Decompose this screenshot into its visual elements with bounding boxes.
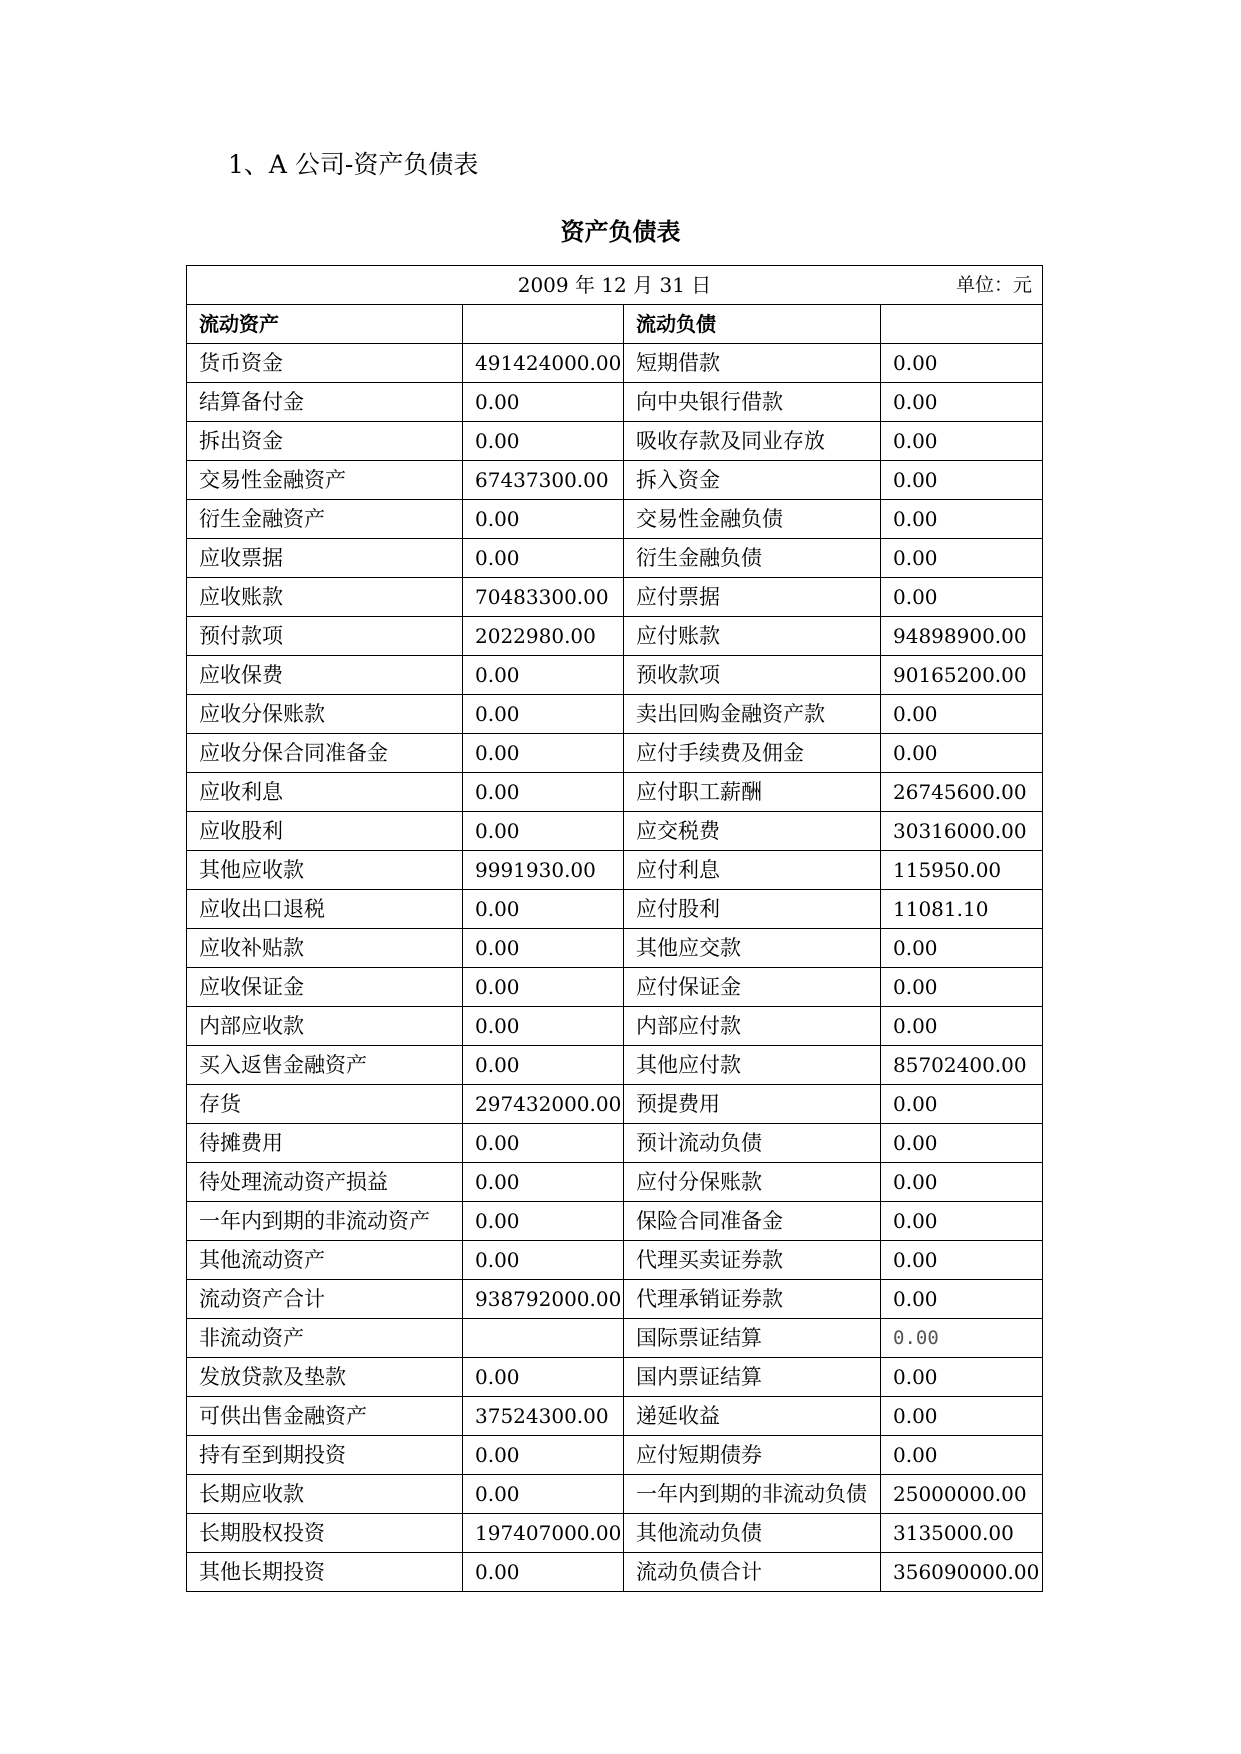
liability-value-cell: 0.00 bbox=[881, 734, 1043, 773]
liability-value-cell: 0.00 bbox=[881, 578, 1043, 617]
asset-value-cell: 0.00 bbox=[463, 1241, 624, 1280]
liability-value-cell: 356090000.00 bbox=[881, 1553, 1043, 1592]
liability-label-cell: 其他应付款 bbox=[624, 1046, 881, 1085]
asset-label-cell: 应收账款 bbox=[187, 578, 463, 617]
liability-label-cell: 吸收存款及同业存放 bbox=[624, 422, 881, 461]
liability-label-cell: 短期借款 bbox=[624, 344, 881, 383]
liability-value-cell: 85702400.00 bbox=[881, 1046, 1043, 1085]
asset-label-cell: 结算备付金 bbox=[187, 383, 463, 422]
liability-value-cell: 0.00 bbox=[881, 1163, 1043, 1202]
asset-value-cell bbox=[463, 1319, 624, 1358]
liability-label-cell: 预提费用 bbox=[624, 1085, 881, 1124]
asset-value-cell: 491424000.00 bbox=[463, 344, 624, 383]
liability-value-cell: 94898900.00 bbox=[881, 617, 1043, 656]
liability-value-cell: 0.00 bbox=[881, 461, 1043, 500]
table-row bbox=[187, 344, 1043, 383]
liability-value-cell: 0.00 bbox=[881, 383, 1043, 422]
liability-label-cell: 卖出回购金融资产款 bbox=[624, 695, 881, 734]
header-empty-cell bbox=[463, 305, 624, 344]
liability-value-cell: 0.00 bbox=[881, 1436, 1043, 1475]
asset-label-cell: 应收分保账款 bbox=[187, 695, 463, 734]
table-row bbox=[187, 968, 1043, 1007]
liability-value-cell: 0.00 bbox=[881, 422, 1043, 461]
asset-label-cell: 长期应收款 bbox=[187, 1475, 463, 1514]
liability-value-cell: 0.00 bbox=[881, 968, 1043, 1007]
liability-value-cell: 0.00 bbox=[881, 539, 1043, 578]
table-row bbox=[187, 1124, 1043, 1163]
table-row bbox=[187, 734, 1043, 773]
asset-value-cell: 0.00 bbox=[463, 1124, 624, 1163]
asset-value-cell: 67437300.00 bbox=[463, 461, 624, 500]
liability-label-cell: 代理买卖证券款 bbox=[624, 1241, 881, 1280]
asset-label-cell: 衍生金融资产 bbox=[187, 500, 463, 539]
table-row bbox=[187, 929, 1043, 968]
asset-label-cell: 发放贷款及垫款 bbox=[187, 1358, 463, 1397]
table-row bbox=[187, 1514, 1043, 1553]
report-date: 2009 年 12 月 31 日 bbox=[517, 273, 712, 297]
asset-label-cell: 一年内到期的非流动资产 bbox=[187, 1202, 463, 1241]
asset-label-cell: 持有至到期投资 bbox=[187, 1436, 463, 1475]
header-current-liabilities: 流动负债 bbox=[624, 305, 881, 344]
table-row bbox=[187, 1241, 1043, 1280]
liability-label-cell: 国内票证结算 bbox=[624, 1358, 881, 1397]
asset-label-cell: 应收保证金 bbox=[187, 968, 463, 1007]
liability-value-cell: 26745600.00 bbox=[881, 773, 1043, 812]
liability-label-cell: 一年内到期的非流动负债 bbox=[624, 1475, 881, 1514]
asset-label-cell: 其他流动资产 bbox=[187, 1241, 463, 1280]
table-row bbox=[187, 1163, 1043, 1202]
asset-value-cell: 0.00 bbox=[463, 1358, 624, 1397]
liability-value-cell: 30316000.00 bbox=[881, 812, 1043, 851]
asset-label-cell: 待处理流动资产损益 bbox=[187, 1163, 463, 1202]
asset-value-cell: 0.00 bbox=[463, 812, 624, 851]
table-row bbox=[187, 890, 1043, 929]
table-row bbox=[187, 539, 1043, 578]
asset-value-cell: 938792000.00 bbox=[463, 1280, 624, 1319]
asset-label-cell: 应收票据 bbox=[187, 539, 463, 578]
asset-value-cell: 0.00 bbox=[463, 1007, 624, 1046]
liability-value-cell: 25000000.00 bbox=[881, 1475, 1043, 1514]
liability-label-cell: 应付股利 bbox=[624, 890, 881, 929]
asset-label-cell: 存货 bbox=[187, 1085, 463, 1124]
asset-label-cell: 应收分保合同准备金 bbox=[187, 734, 463, 773]
liability-label-cell: 递延收益 bbox=[624, 1397, 881, 1436]
asset-value-cell: 0.00 bbox=[463, 890, 624, 929]
table-row bbox=[187, 1202, 1043, 1241]
table-row bbox=[187, 1397, 1043, 1436]
asset-value-cell: 70483300.00 bbox=[463, 578, 624, 617]
liability-value-cell: 0.00 bbox=[881, 1241, 1043, 1280]
liability-label-cell: 预计流动负债 bbox=[624, 1124, 881, 1163]
balance-sheet-table bbox=[186, 265, 1043, 1592]
liability-label-cell: 保险合同准备金 bbox=[624, 1202, 881, 1241]
table-row bbox=[187, 422, 1043, 461]
liability-label-cell: 拆入资金 bbox=[624, 461, 881, 500]
asset-value-cell: 0.00 bbox=[463, 929, 624, 968]
liability-label-cell: 流动负债合计 bbox=[624, 1553, 881, 1592]
table-row bbox=[187, 1436, 1043, 1475]
table-row bbox=[187, 578, 1043, 617]
asset-value-cell: 0.00 bbox=[463, 968, 624, 1007]
liability-label-cell: 衍生金融负债 bbox=[624, 539, 881, 578]
asset-value-cell: 0.00 bbox=[463, 383, 624, 422]
asset-value-cell: 9991930.00 bbox=[463, 851, 624, 890]
asset-value-cell: 197407000.00 bbox=[463, 1514, 624, 1553]
asset-label-cell: 待摊费用 bbox=[187, 1124, 463, 1163]
liability-value-cell: 0.00 bbox=[881, 1397, 1043, 1436]
asset-value-cell: 0.00 bbox=[463, 773, 624, 812]
liability-value-cell: 0.00 bbox=[881, 929, 1043, 968]
asset-value-cell: 297432000.00 bbox=[463, 1085, 624, 1124]
asset-label-cell: 买入返售金融资产 bbox=[187, 1046, 463, 1085]
asset-label-cell: 长期股权投资 bbox=[187, 1514, 463, 1553]
liability-label-cell: 应付利息 bbox=[624, 851, 881, 890]
asset-value-cell: 0.00 bbox=[463, 656, 624, 695]
unit-label: 单位：元 bbox=[956, 274, 1033, 296]
liability-value-cell: 0.00 bbox=[881, 500, 1043, 539]
liability-value-cell: 115950.00 bbox=[881, 851, 1043, 890]
asset-value-cell: 0.00 bbox=[463, 695, 624, 734]
liability-label-cell: 国际票证结算 bbox=[624, 1319, 881, 1358]
liability-label-cell: 向中央银行借款 bbox=[624, 383, 881, 422]
table-row bbox=[187, 773, 1043, 812]
asset-label-cell: 应收补贴款 bbox=[187, 929, 463, 968]
asset-value-cell: 0.00 bbox=[463, 734, 624, 773]
table-row bbox=[187, 656, 1043, 695]
asset-label-cell: 应收利息 bbox=[187, 773, 463, 812]
asset-value-cell: 0.00 bbox=[463, 422, 624, 461]
table-row bbox=[187, 1280, 1043, 1319]
table-row bbox=[187, 851, 1043, 890]
asset-label-cell: 交易性金融资产 bbox=[187, 461, 463, 500]
table-row bbox=[187, 1007, 1043, 1046]
asset-value-cell: 37524300.00 bbox=[463, 1397, 624, 1436]
document-title: 资产负债表 bbox=[560, 218, 681, 246]
table-row bbox=[187, 1319, 1043, 1358]
table-row bbox=[187, 617, 1043, 656]
liability-value-cell: 0.00 bbox=[881, 695, 1043, 734]
liability-value-cell: 0.00 bbox=[881, 344, 1043, 383]
asset-value-cell: 0.00 bbox=[463, 1163, 624, 1202]
table-row bbox=[187, 812, 1043, 851]
table-row bbox=[187, 1553, 1043, 1592]
section-heading: 1、A 公司-资产负债表 bbox=[228, 150, 479, 179]
asset-label-cell: 非流动资产 bbox=[187, 1319, 463, 1358]
liability-value-cell: 0.00 bbox=[881, 1202, 1043, 1241]
table-row bbox=[187, 1046, 1043, 1085]
asset-label-cell: 应收出口退税 bbox=[187, 890, 463, 929]
liability-value-cell: 0.00 bbox=[881, 1124, 1043, 1163]
table-row bbox=[187, 383, 1043, 422]
liability-label-cell: 应付职工薪酬 bbox=[624, 773, 881, 812]
table-row bbox=[187, 695, 1043, 734]
asset-label-cell: 拆出资金 bbox=[187, 422, 463, 461]
header-row bbox=[187, 305, 1043, 344]
liability-value-cell: 3135000.00 bbox=[881, 1514, 1043, 1553]
asset-label-cell: 其他长期投资 bbox=[187, 1553, 463, 1592]
table-row bbox=[187, 1358, 1043, 1397]
table-row bbox=[187, 1475, 1043, 1514]
asset-value-cell: 0.00 bbox=[463, 1553, 624, 1592]
liability-label-cell: 应付手续费及佣金 bbox=[624, 734, 881, 773]
liability-label-cell: 应付保证金 bbox=[624, 968, 881, 1007]
date-row bbox=[187, 266, 1043, 305]
liability-label-cell: 内部应付款 bbox=[624, 1007, 881, 1046]
liability-value-cell: 0.00 bbox=[881, 1007, 1043, 1046]
liability-value-cell: 0.00 bbox=[881, 1358, 1043, 1397]
liability-value-cell: 0.00 bbox=[881, 1085, 1043, 1124]
liability-label-cell: 应付票据 bbox=[624, 578, 881, 617]
liability-label-cell: 应付短期债券 bbox=[624, 1436, 881, 1475]
table-row bbox=[187, 1085, 1043, 1124]
asset-value-cell: 0.00 bbox=[463, 1046, 624, 1085]
table-row bbox=[187, 461, 1043, 500]
liability-label-cell: 应付分保账款 bbox=[624, 1163, 881, 1202]
date-cell bbox=[187, 266, 1043, 305]
liability-label-cell: 预收款项 bbox=[624, 656, 881, 695]
asset-value-cell: 0.00 bbox=[463, 1202, 624, 1241]
header-empty-cell bbox=[881, 305, 1043, 344]
asset-label-cell: 流动资产合计 bbox=[187, 1280, 463, 1319]
liability-value-cell: 11081.10 bbox=[881, 890, 1043, 929]
liability-label-cell: 其他应交款 bbox=[624, 929, 881, 968]
liability-label-cell: 应交税费 bbox=[624, 812, 881, 851]
asset-label-cell: 货币资金 bbox=[187, 344, 463, 383]
asset-value-cell: 2022980.00 bbox=[463, 617, 624, 656]
asset-label-cell: 内部应收款 bbox=[187, 1007, 463, 1046]
asset-label-cell: 应收保费 bbox=[187, 656, 463, 695]
asset-label-cell: 其他应收款 bbox=[187, 851, 463, 890]
asset-value-cell: 0.00 bbox=[463, 1475, 624, 1514]
asset-label-cell: 可供出售金融资产 bbox=[187, 1397, 463, 1436]
liability-label-cell: 其他流动负债 bbox=[624, 1514, 881, 1553]
asset-value-cell: 0.00 bbox=[463, 539, 624, 578]
liability-value-cell: 0.00 bbox=[881, 1280, 1043, 1319]
asset-value-cell: 0.00 bbox=[463, 1436, 624, 1475]
liability-value-cell: 0.00 bbox=[881, 1319, 1043, 1358]
table-row bbox=[187, 500, 1043, 539]
asset-label-cell: 预付款项 bbox=[187, 617, 463, 656]
liability-label-cell: 应付账款 bbox=[624, 617, 881, 656]
liability-value-cell: 90165200.00 bbox=[881, 656, 1043, 695]
liability-label-cell: 交易性金融负债 bbox=[624, 500, 881, 539]
header-current-assets: 流动资产 bbox=[187, 305, 463, 344]
asset-value-cell: 0.00 bbox=[463, 500, 624, 539]
liability-label-cell: 代理承销证券款 bbox=[624, 1280, 881, 1319]
asset-label-cell: 应收股利 bbox=[187, 812, 463, 851]
